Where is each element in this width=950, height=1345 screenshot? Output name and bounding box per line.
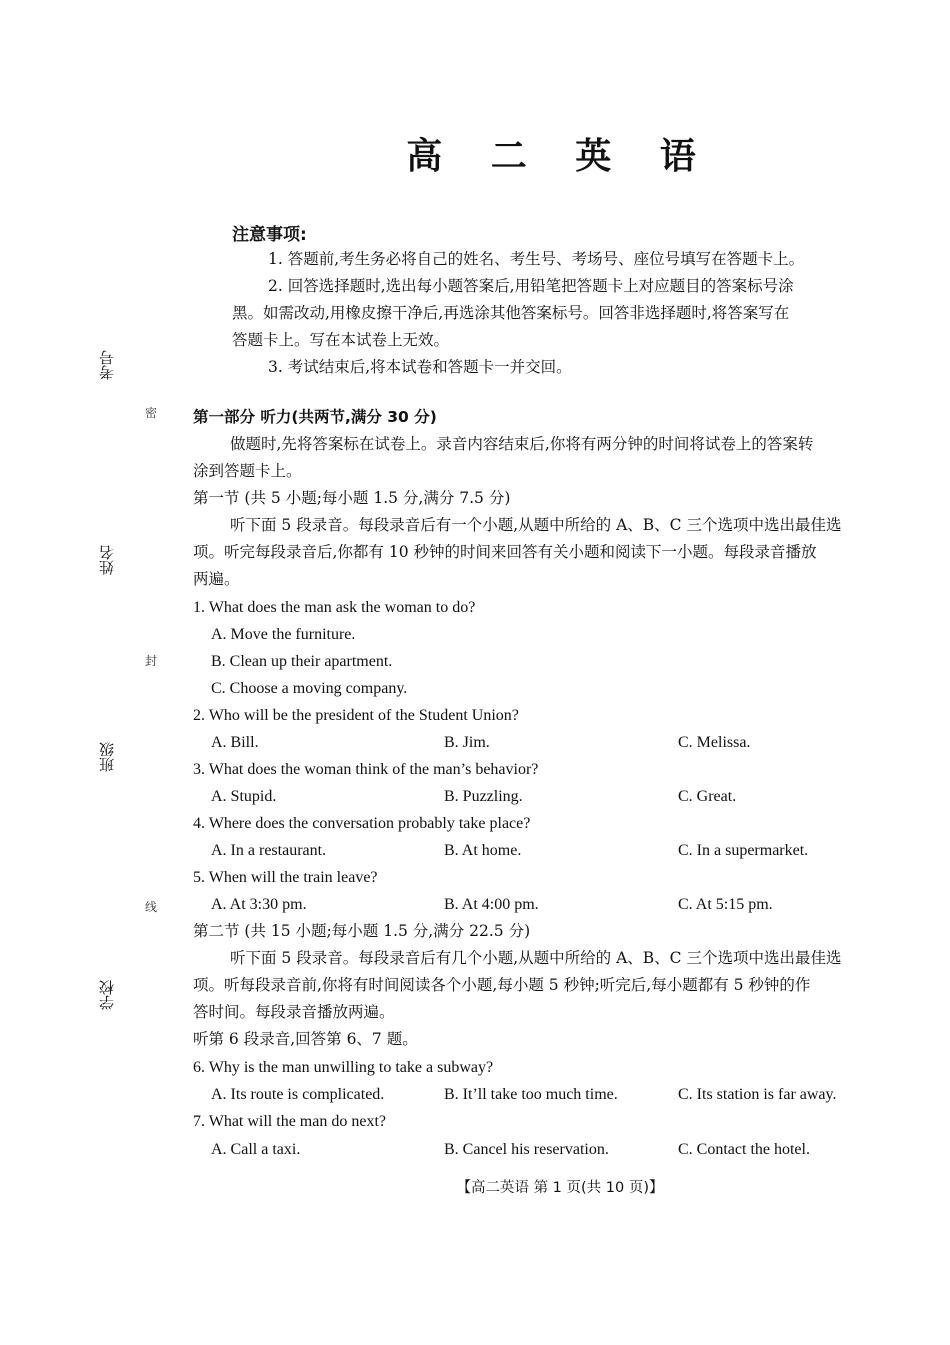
seal-mark-1: 密 [145, 406, 158, 420]
notice-item-3: 3. 考试结束后,将本试卷和答题卡一并交回。 [268, 358, 572, 376]
question-2-option-c: C. Melissa. [678, 734, 751, 751]
notice-item-2-line-2: 黑。如需改动,用橡皮擦干净后,再选涂其他答案标号。回答非选择题时,将答案写在 [232, 304, 790, 322]
question-4-option-a: A. In a restaurant. [211, 842, 327, 859]
question-6-option-a: A. Its route is complicated. [211, 1086, 385, 1103]
question-1-option-c: C. Choose a moving company. [211, 680, 408, 697]
notice-item-2-line-1: 2. 回答选择题时,选出每小题答案后,用铅笔把答题卡上对应题目的答案标号涂 [268, 277, 794, 295]
section2-instr-line-3: 答时间。每段录音播放两遍。 [193, 1003, 395, 1021]
page-title: 高 二 英 语 [406, 136, 714, 177]
question-6-option-b: B. It’ll take too much time. [444, 1086, 618, 1103]
section1-instr-line-2: 项。听完每段录音后,你都有 10 秒钟的时间来回答有关小题和阅读下一小题。每段录音播放 [193, 543, 817, 561]
question-2-option-a: A. Bill. [211, 734, 259, 751]
question-2-stem: 2. Who will be the president of the Student Union? [193, 707, 519, 724]
side-label-exam-number: 考号 [98, 350, 116, 380]
question-5-option-b: B. At 4:00 pm. [444, 896, 539, 913]
question-4-option-b: B. At home. [444, 842, 522, 859]
side-label-school: 学校 [98, 980, 116, 1010]
question-5-stem: 5. When will the train leave? [193, 869, 378, 886]
page-footer: 【高二英语 第 1 页(共 10 页)】 [456, 1180, 664, 1196]
part1-heading: 第一部分 听力(共两节,满分 30 分) [193, 408, 437, 426]
notice-heading: 注意事项: [232, 225, 307, 245]
question-1-stem: 1. What does the man ask the woman to do? [193, 599, 476, 616]
question-3-option-a: A. Stupid. [211, 788, 277, 805]
part1-intro-line-1: 做题时,先将答案标在试卷上。录音内容结束后,你将有两分钟的时间将试卷上的答案转 [230, 435, 814, 453]
question-2-option-b: B. Jim. [444, 734, 490, 751]
question-3-option-c: C. Great. [678, 788, 737, 805]
section2-instr-line-2: 项。听每段录音前,你将有时间阅读各个小题,每小题 5 秒钟;听完后,每小题都有 5 秒钟的作 [193, 976, 811, 994]
seal-mark-3: 线 [145, 900, 158, 914]
question-6-option-c: C. Its station is far away. [678, 1086, 837, 1103]
question-5-option-c: C. At 5:15 pm. [678, 896, 773, 913]
question-7-option-b: B. Cancel his reservation. [444, 1141, 609, 1158]
question-3-option-b: B. Puzzling. [444, 788, 523, 805]
section2-instr-line-1: 听下面 5 段录音。每段录音后有几个小题,从题中所给的 A、B、C 三个选项中选出最佳选 [230, 949, 842, 967]
question-6-stem: 6. Why is the man unwilling to take a subway? [193, 1059, 494, 1076]
question-4-stem: 4. Where does the conversation probably take place? [193, 815, 531, 832]
question-3-stem: 3. What does the woman think of the man’s behavior? [193, 761, 539, 778]
question-7-option-c: C. Contact the hotel. [678, 1141, 810, 1158]
section1-instr-line-1: 听下面 5 段录音。每段录音后有一个小题,从题中所给的 A、B、C 三个选项中选出最佳选 [230, 516, 842, 534]
notice-item-1: 1. 答题前,考生务必将自己的姓名、考生号、考场号、座位号填写在答题卡上。 [268, 250, 805, 268]
side-label-name: 姓名 [98, 545, 116, 575]
section2-heading: 第二节 (共 15 小题;每小题 1.5 分,满分 22.5 分) [193, 922, 531, 940]
section2-instr-line-4: 听第 6 段录音,回答第 6、7 题。 [193, 1030, 418, 1048]
question-7-stem: 7. What will the man do next? [193, 1113, 386, 1130]
question-4-option-c: C. In a supermarket. [678, 842, 809, 859]
question-5-option-a: A. At 3:30 pm. [211, 896, 307, 913]
notice-item-2-line-3: 答题卡上。写在本试卷上无效。 [232, 331, 450, 349]
part1-intro-line-2: 涂到答题卡上。 [193, 462, 302, 480]
seal-mark-2: 封 [145, 654, 158, 668]
question-7-option-a: A. Call a taxi. [211, 1141, 301, 1158]
side-label-class: 班级 [98, 742, 116, 772]
question-1-option-a: A. Move the furniture. [211, 626, 356, 643]
section1-instr-line-3: 两遍。 [193, 570, 240, 588]
question-1-option-b: B. Clean up their apartment. [211, 653, 393, 670]
section1-heading: 第一节 (共 5 小题;每小题 1.5 分,满分 7.5 分) [193, 489, 511, 507]
